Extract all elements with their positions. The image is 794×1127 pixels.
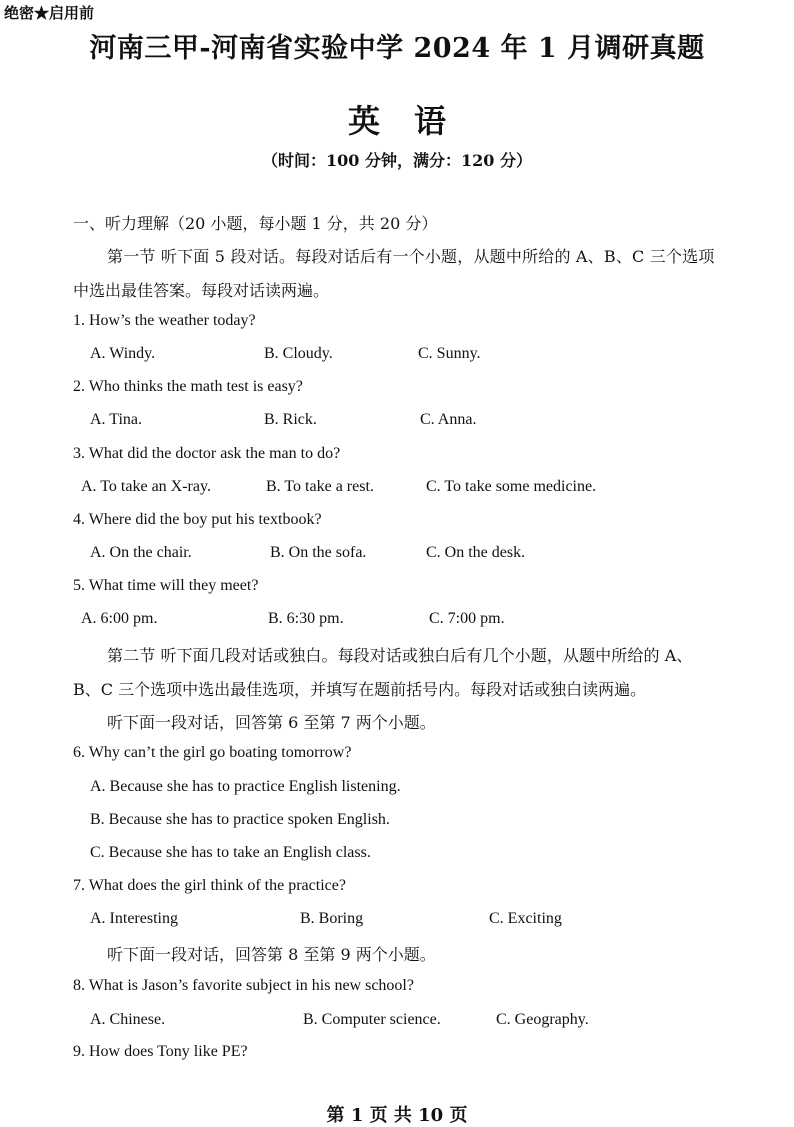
- question-1: 1. How’s the weather today?: [73, 312, 256, 329]
- q8-option-b: B. Computer science.: [303, 1011, 441, 1028]
- exam-info: （时间：100 分钟，满分：120 分）: [262, 151, 532, 170]
- q6-option-a: A. Because she has to practice English listening.: [90, 778, 401, 795]
- q7-option-c: C. Exciting: [489, 910, 562, 927]
- part2-instruction-line2: B、C 三个选项中选出最佳选项，并填写在题前括号内。每段对话或独白读两遍。: [73, 680, 647, 699]
- question-3: 3. What did the doctor ask the man to do?: [73, 445, 341, 462]
- q8-option-c: C. Geography.: [496, 1011, 589, 1028]
- q4-option-c: C. On the desk.: [426, 544, 526, 561]
- q2-option-b: B. Rick.: [264, 411, 317, 428]
- q7-option-a: A. Interesting: [90, 910, 178, 927]
- section-heading: 一、听力理解（20 小题，每小题 1 分，共 20 分）: [73, 214, 438, 233]
- q3-option-c: C. To take some medicine.: [426, 478, 597, 495]
- question-6: 6. Why can’t the girl go boating tomorrow?: [73, 744, 352, 761]
- q1-option-a: A. Windy.: [90, 345, 156, 362]
- listening-note-q8-9: 听下面一段对话，回答第 8 至第 9 两个小题。: [107, 945, 436, 964]
- q2-option-c: C. Anna.: [420, 411, 477, 428]
- q1-option-c: C. Sunny.: [418, 345, 481, 362]
- part2-instruction-line1: 第二节 听下面几段对话或独白。每段对话或独白后有几个小题，从题中所给的 A、: [107, 646, 693, 665]
- question-7: 7. What does the girl think of the practice?: [73, 877, 346, 894]
- q4-option-b: B. On the sofa.: [270, 544, 367, 561]
- q6-option-c: C. Because she has to take an English class.: [90, 844, 371, 861]
- q6-option-b: B. Because she has to practice spoken English.: [90, 811, 390, 828]
- q5-option-a: A. 6:00 pm.: [81, 610, 158, 627]
- question-4: 4. Where did the boy put his textbook?: [73, 511, 322, 528]
- q4-option-a: A. On the chair.: [90, 544, 192, 561]
- subject-title: 英语: [347, 102, 480, 140]
- q1-option-b: B. Cloudy.: [264, 345, 333, 362]
- q2-option-a: A. Tina.: [90, 411, 143, 428]
- page-number: 第 1 页 共 10 页: [326, 1105, 468, 1126]
- confidential-label: 绝密★启用前: [4, 4, 95, 22]
- q5-option-b: B. 6:30 pm.: [268, 610, 344, 627]
- exam-title: 河南三甲-河南省实验中学 2024 年 1 月调研真题: [89, 33, 705, 64]
- part1-instruction-line2: 中选出最佳答案。每段对话读两遍。: [73, 281, 330, 300]
- question-5: 5. What time will they meet?: [73, 577, 259, 594]
- q3-option-a: A. To take an X-ray.: [81, 478, 211, 495]
- q7-option-b: B. Boring: [300, 910, 364, 927]
- question-2: 2. Who thinks the math test is easy?: [73, 378, 303, 395]
- q3-option-b: B. To take a rest.: [266, 478, 374, 495]
- part1-instruction-line1: 第一节 听下面 5 段对话。每段对话后有一个小题，从题中所给的 A、B、C 三个选项: [107, 247, 715, 266]
- q8-option-a: A. Chinese.: [90, 1011, 166, 1028]
- q5-option-c: C. 7:00 pm.: [429, 610, 505, 627]
- question-8: 8. What is Jason’s favorite subject in his new school?: [73, 977, 414, 994]
- listening-note-q6-7: 听下面一段对话，回答第 6 至第 7 两个小题。: [107, 713, 436, 732]
- question-9: 9. How does Tony like PE?: [73, 1043, 248, 1060]
